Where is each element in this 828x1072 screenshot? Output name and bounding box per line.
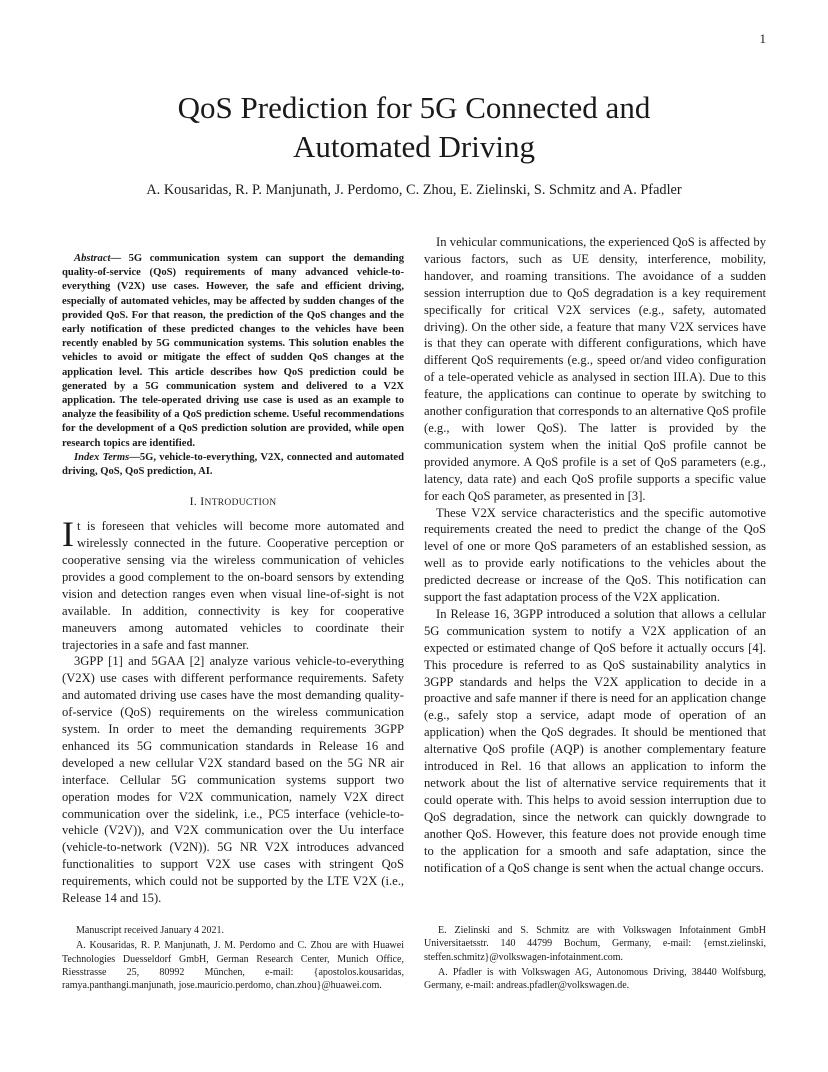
- title-line-1: QoS Prediction for 5G Connected and: [177, 90, 651, 125]
- intro-paragraph-1-text: t is foreseen that vehicles will become more automated and wirelessly connected in the future. Cooperative perception or cooperative sensing via the wireless communication of vehicles provides a good complement to the on-board sensors by extending vision and detection ranges even when visual line-of-sight is not available. In addition, connectivity is key for cooperative maneuvers among automated vehicles to coordinate their trajectories in a safe and fast manner.: [62, 519, 404, 652]
- section-title-first-letter: I: [200, 494, 205, 509]
- footnotes-right: [424, 924, 766, 994]
- section-numeral: I.: [189, 494, 198, 509]
- index-terms-text: —5G, vehicle-to-everything, V2X, connected and automated driving, QoS, QoS prediction, AI.: [62, 451, 404, 478]
- body-paragraph-1: In vehicular communications, the experienced QoS is affected by various factors, such as UE density, interference, mobility, handover, and roaming transitions. The avoidance of a sudden session interruption due to QoS degradation is a key requirement specifically for critical V2X services (e.g., safety, automated driving). On the other side, a feature that many V2X services have is that they can operate with different configurations, which have different QoS requirements (e.g., speed or/and video configuration of a tele-operated vehicle as analysed in section III.A). Due to this feature, the applications can continue to operate by switching to another configuration that corresponds to an alternative QoS profile (e.g., with lower QoS). The latter is provided by the communication system when the initial QoS profile cannot be provided anymore. A QoS profile is a set of QoS parameters (e.g., latency, data rate) and each QoS profile supports a specific value for each QoS parameter, as presented in [3].: [424, 235, 766, 503]
- left-column: [62, 234, 404, 907]
- author-list: A. Kousaridas, R. P. Manjunath, J. Perdomo, C. Zhou, E. Zielinski, S. Schmitz and A. Pfadler: [146, 182, 682, 198]
- abstract-paragraph: [62, 252, 404, 451]
- abstract-text: 5G communication system can support the demanding quality-of-service (QoS) requirements of many advanced vehicle-to-everything (V2X) use cases. However, the safe and efficient driving, especially of automated vehicles, may be affected by sudden changes of the provided QoS. For that reason, the prediction of the QoS changes and the early notification of these predicted changes to the vehicles have been recently enabled by 5G communication systems. This solution enables the vehicles to avoid or mitigate the effect of sudden QoS changes at the application level. This article describes how QoS prediction could be generated by a 5G communication system and delivered to a V2X application. The tele-operated driving use case is used as an example to analyze the feasibility of a QoS prediction scheme. Useful recommendations for the development of a QoS prediction solution are provided, while open research topics are identified.: [62, 253, 404, 449]
- section-title-rest: NTRODUCTION: [204, 498, 277, 509]
- index-terms: [62, 451, 404, 479]
- intro-paragraph-1: [62, 514, 404, 653]
- abstract-label: Abstract—: [74, 253, 122, 264]
- footnote-affiliation-huawei: A. Kousaridas, R. P. Manjunath, J. M. Perdomo and C. Zhou are with Huawei Technologies Duesseldorf GmbH, German Research Center, Munich Office, Riesstrasse 25, 80992 München, e-mail: {apostolos.kousaridas, ramya.panthangi.manjunath, jose.mauricio.perdomo, chan.zhou}@huawei.com.: [62, 940, 404, 992]
- footnotes-left: [62, 924, 404, 994]
- footnote-affiliation-vw-infotainment: E. Zielinski and S. Schmitz are with Volkswagen Infotainment GmbH Universitaetsstr. 140 44799 Bochum, Germany, e-mail: {ernst.zielinski, steffen.schmitz}@volkswagen-infotainment.com.: [424, 925, 766, 963]
- page-number: 1: [759, 31, 766, 46]
- footnote-received: Manuscript received January 4 2021.: [76, 925, 225, 936]
- intro-paragraph-2: 3GPP [1] and 5GAA [2] analyze various vehicle-to-everything (V2X) use cases with different performance requirements. Safety and automated driving use cases have the most demanding quality-of-service (QoS) requirements on the wireless communication system. In order to meet the demanding requirements 3GPP enhanced its 5G communication standards in Release 16 and developed a new cellular V2X standard based on the 5G NR air interface. Cellular 5G communication systems support two operation modes for V2X communication, namely V2X direct communication over the sidelink, i.e., PC5 interface (vehicle-to-vehicle (V2V)), and V2X communication over the Uu interface (vehicle-to-network (V2N)). 5G NR V2X introduces advanced functionalities to support V2X use cases with stringent QoS requirements, which could not be supported by the LTE V2X (i.e., Release 14 and 15).: [62, 654, 404, 906]
- drop-cap: I: [62, 514, 74, 555]
- body-paragraph-3: In Release 16, 3GPP introduced a solution that allows a cellular 5G communication system to notify a V2X application of an expected or estimated change of QoS before it actually occurs [4]. This procedure is referred to as QoS sustainability analytics in 3GPP standards and helps the V2X application to decide in a proactive and safe manner if there is need for an application change (e.g., safely stop a service, adapt mode of operation of an application) when the QoS degrades. It should be mentioned that alternative QoS profile (AQP) is another complementary feature introduced in Rel. 16 that allows an application to inform the network about the list of alternative service requirements that it could operate with. This helps to avoid session interruption due to QoS degradation, since the network can quickly downgrade to another QoS. However, this feature does not provide enough time to the application for a smooth and safe adaptation, since the notification of a QoS change is sent when the actual change occurs.: [424, 606, 766, 875]
- section-heading-introduction: [62, 493, 404, 512]
- footnote-affiliation-vw-ag: A. Pfadler is with Volkswagen AG, Autonomous Driving, 38440 Wolfsburg, Germany, e-mail: andreas.pfadler@volkswagen.de.: [424, 966, 766, 992]
- title-line-2: Automated Driving: [293, 129, 535, 164]
- abstract: [62, 252, 404, 479]
- body-paragraph-2: These V2X service characteristics and the specific automotive requirements created the need to predict the change of the QoS level of one or more QoS parameters of an established session, as well as to provide early notifications to the vehicles about the predicted decrease or increase of the QoS. This notification can support the fast adaptation process of the V2X application.: [424, 505, 766, 605]
- index-terms-label: Index Terms: [74, 451, 130, 463]
- paper-title: [0, 88, 828, 166]
- right-column: [424, 234, 766, 876]
